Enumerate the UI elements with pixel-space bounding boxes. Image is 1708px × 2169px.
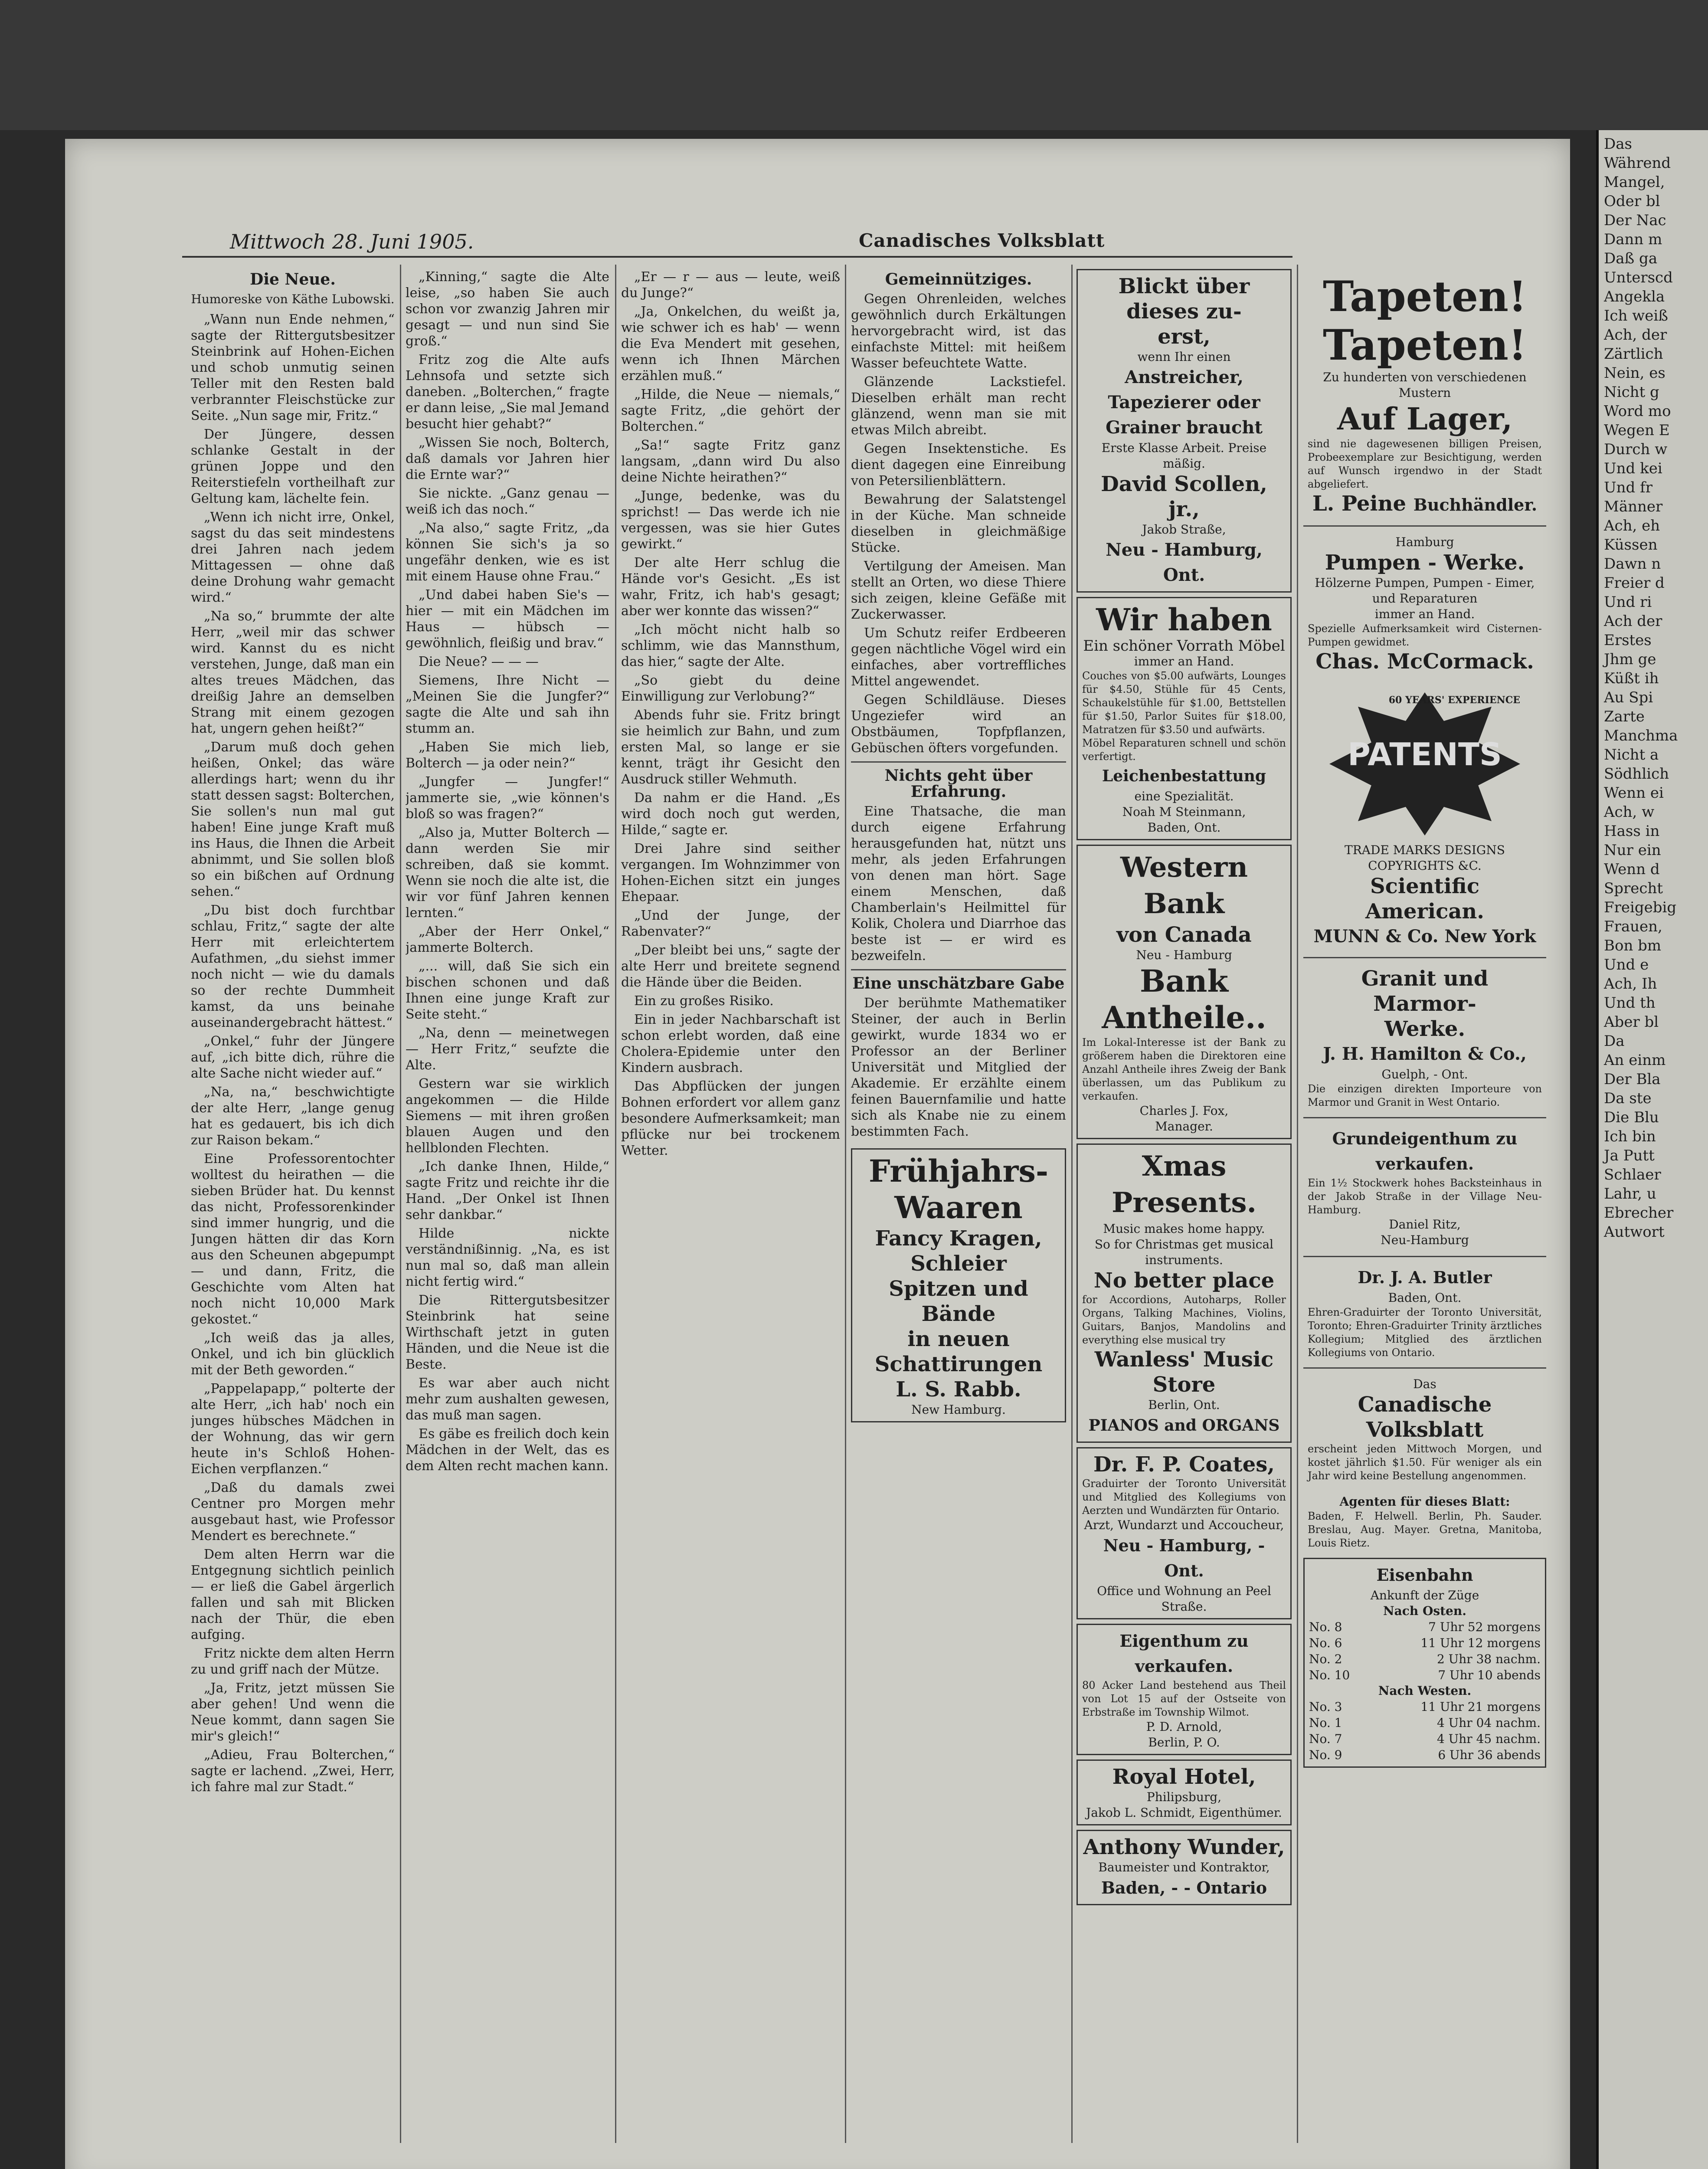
story-paragraph: „Adieu, Frau Bolterchen,“ sagte er lachend. „Zwei, Herr, ich fahre mal zur Stadt.“ <box>191 1747 395 1795</box>
story-paragraph: „Hilde, die Neue — niemals,“ sagte Fritz, „die gehört der Bolterchen.“ <box>621 387 840 434</box>
train-number: No. 1 <box>1309 1716 1342 1730</box>
story-paragraph: Abends fuhr sie. Fritz bringt sie heimlich zur Bahn, und zum ersten Mal, so lange er sie kennt, trägt ihr Gesicht den Ausdruck stiller Wehmuth. <box>621 708 840 787</box>
bank-ad-town: Neu - Hamburg <box>1136 948 1232 962</box>
adjacent-page-line: Ach, eh <box>1604 517 1660 534</box>
adjacent-page-line: Freigebig <box>1604 899 1677 916</box>
story-paragraph: Fritz zog die Alte aufs Lehnsofa und setzte sich daneben. „Bolterchen,“ fragte er dann leise, „Sie mal Jemand besucht hier gehabt?“ <box>406 352 609 432</box>
section-heading-gabe: Eine unschätzbare Gabe <box>852 974 1065 993</box>
property-ad-name: P. D. Arnold, <box>1146 1720 1222 1734</box>
adjacent-page-line: Ich weiß <box>1604 307 1668 324</box>
patents-paper: Scientific American. <box>1365 874 1485 924</box>
adjacent-page-line: Schlaer <box>1604 1166 1661 1183</box>
adjacent-page-line: Mangel, <box>1604 174 1665 191</box>
granite-ad-text: Die einzigen direkten Importeure von Marmor und Granit in West Ontario. <box>1308 1083 1542 1108</box>
story-body-end <box>621 269 840 1159</box>
column-rule <box>1071 265 1073 2143</box>
adjacent-page-line: Und e <box>1604 956 1649 973</box>
header-rule <box>182 256 1292 258</box>
spring-ad-town: New Hamburg. <box>911 1402 1006 1417</box>
train-row <box>1309 1731 1541 1747</box>
patents-ad <box>1303 682 1546 953</box>
hotel-ad-town: Philipsburg, <box>1146 1790 1222 1804</box>
story-paragraph: Hilde nickte verständnißinnig. „Na, es ist nun mal so, daß man allein nicht fertig wird.“ <box>406 1226 609 1289</box>
wallpaper-ad <box>1303 269 1546 521</box>
train-number: No. 9 <box>1309 1748 1342 1762</box>
granite-ad-title: Granit und Marmor- <box>1361 967 1489 1016</box>
adjacent-page-line: Södhlich <box>1604 765 1669 783</box>
train-row <box>1309 1635 1541 1651</box>
painter-ad-name: David Scollen, jr., <box>1101 472 1267 521</box>
adjacent-page-line: Manchma <box>1604 727 1678 744</box>
adjacent-page-line: Wenn ei <box>1604 784 1664 802</box>
adjacent-page-line: Küssen <box>1604 536 1658 554</box>
doctor-butler-town: Baden, Ont. <box>1388 1291 1462 1305</box>
story-title: Die Neue. <box>250 270 336 288</box>
wallpaper-ad-text: Zu hunderten von verschiedenen Mustern <box>1323 370 1527 400</box>
doctor-coates-text: Graduirter der Toronto Universität und Mitglied des Kollegiums von Aerzten und Wundärzten für Ontario. <box>1082 1478 1286 1517</box>
wallpaper-ad-title1: Tapeten! <box>1322 272 1527 321</box>
patents-experience: 60 YEARS' EXPERIENCE <box>1388 695 1520 706</box>
story-paragraph: „So giebt du deine Einwilligung zur Verlobung?“ <box>621 673 840 704</box>
story-paragraph: Ein in jeder Nachbarschaft ist schon erlebt worden, daß eine Cholera-Epidemie unter den Kindern ausbrach. <box>621 1012 840 1075</box>
wallpaper-ad-title2: Tapeten! <box>1322 321 1527 370</box>
adjacent-page-line: Erstes <box>1604 632 1652 649</box>
miscellany-paragraph: Bewahrung der Salatstengel in der Küche. Man schneide dieselben in gleichmäßige Stücke. <box>851 492 1066 555</box>
spring-ad-line4: Spitzen und Bände <box>889 1277 1028 1326</box>
story-paragraph: „Ja, Fritz, jetzt müssen Sie aber gehen! Und wenn die Neue kommt, dann sagen Sie mir's gleich!“ <box>191 1681 395 1744</box>
furniture-ad-repair: Möbel Reparaturen schnell und schön verfertigt. <box>1082 737 1286 763</box>
story-paragraph: Gestern war sie wirklich angekommen — die Hilde Siemens — mit ihren großen blauen Augen und den hellblonden Flechten. <box>406 1076 609 1156</box>
agents-title: Agenten für dieses Blatt: <box>1339 1494 1510 1509</box>
adjacent-page-line: Und fr <box>1604 479 1652 496</box>
spring-ad-line1: Frühjahrs- <box>868 1153 1049 1189</box>
xmas-ad <box>1076 1143 1292 1443</box>
section-heading-gemeinnuetziges: Gemeinnütziges. <box>885 270 1032 288</box>
section-rule <box>851 761 1066 763</box>
story-paragraph: „Aber der Herr Onkel,“ jammerte Bolterch. <box>406 924 609 955</box>
xmas-ad-title2: No better place <box>1093 1268 1275 1293</box>
train-row <box>1309 1651 1541 1667</box>
adjacent-page-line: An einm <box>1604 1052 1666 1069</box>
column-4-miscellany <box>851 269 1066 2143</box>
adjacent-page-line: Unterscd <box>1604 269 1673 286</box>
story-paragraph: „Daß du damals zwei Centner pro Morgen mehr ausgebaut hast, wie Professor Mendert es berechnete.“ <box>191 1480 395 1543</box>
adjacent-page-line: Das <box>1604 135 1632 153</box>
adjacent-page-line: Aber bl <box>1604 1013 1659 1031</box>
adjacent-page-line: Nein, es <box>1604 364 1665 382</box>
story-paragraph: „Du bist doch furchtbar schlau, Fritz,“ sagte der alte Herr mit erleichtertem Aufathmen, „du siehst immer noch nicht — wie du damals so der rechte Dummheit kamst, da uns beinahe auseinandergebracht hättest.“ <box>191 903 395 1030</box>
story-paragraph: „Der bleibt bei uns,“ sagte der alte Herr und breitete segnend die Hände über die Beiden. <box>621 943 840 990</box>
furniture-ad-sub: Ein schöner Vorrath Möbel <box>1083 637 1285 655</box>
story-paragraph: Die Rittergutsbesitzer Steinbrink hat seine Wirthschaft jetzt in guten Händen, und die Neue ist die Beste. <box>406 1293 609 1372</box>
newspaper-ad-pre: Das <box>1413 1377 1436 1391</box>
railway-timetable <box>1303 1558 1546 1768</box>
adjacent-page-line: Jhm ge <box>1604 651 1656 668</box>
xmas-ad-store: Wanless' Music Store <box>1094 1347 1274 1397</box>
train-number: No. 3 <box>1309 1700 1342 1714</box>
adjacent-page-line: Der Bla <box>1604 1071 1661 1088</box>
story-paragraph: „Na also,“ sagte Fritz, „da können Sie sich's ja so ungefähr denken, wie es ist mit einem Hause ohne Frau.“ <box>406 521 609 584</box>
story-paragraph: „Er — r — aus — leute, weiß du Junge?“ <box>621 269 840 301</box>
furniture-ad <box>1076 597 1292 840</box>
adjacent-page-line: Oder bl <box>1604 193 1660 210</box>
train-time: 6 Uhr 36 abends <box>1438 1748 1541 1762</box>
column-rule <box>400 265 401 2143</box>
gabe-text: Der berühmte Mathematiker Steiner, der auch in Berlin gewirkt, wurde 1834 wo er Professor an der Berliner Universität und Mitglied der Akademie. Er erzählte einem feinen Bauernfamilie und hatte sich als Knabe nie zu einem bestimmten Fach. <box>851 996 1066 1139</box>
story-paragraph: „Wenn ich nicht irre, Onkel, sagst du das seit mindestens drei Jahren nach jedem Mittagessen — ohne daß deine Drohung wahr gemacht wird.“ <box>191 510 395 605</box>
story-paragraph: „Onkel,“ fuhr der Jüngere auf, „ich bitte dich, rühre die alte Sache nicht wieder auf.“ <box>191 1034 395 1081</box>
story-paragraph: Fritz nickte dem alten Herrn zu und griff nach der Mütze. <box>191 1646 395 1677</box>
adjacent-page-line: Ebrecher <box>1604 1204 1674 1222</box>
story-paragraph: „Also ja, Mutter Bolterch — dann werden Sie mir schreiben, daß sie kommt. Wenn sie noch die alte ist, die wir vor fünf Jahren kennen lernten.“ <box>406 825 609 921</box>
story-paragraph: Der alte Herr schlug die Hände vor's Gesicht. „Es ist wahr, Fritz, ich hab's gesagt; aber wer konnte das wissen?“ <box>621 555 840 619</box>
story-paragraph: „Darum muß doch gehen heißen, Onkel; das wäre allerdings hart; wenn du ihr statt dessen sagst: Bolterchen, Sie sollen's nun mal gut haben! Eine junge Kraft muß ins Haus, die Ihnen die Arbeit abnimmt, und Sie sollen bloß so ein bißchen auf Ordnung sehen.“ <box>191 740 395 899</box>
train-time: 4 Uhr 04 nachm. <box>1436 1716 1541 1730</box>
adjacent-page-line: Daß ga <box>1604 250 1658 267</box>
granite-ad <box>1303 963 1546 1113</box>
furniture-ad-funeral: Leichenbestattung <box>1102 767 1266 785</box>
column-3-story <box>621 269 840 2143</box>
builder-ad <box>1076 1830 1292 1905</box>
doctor-coates-name: Dr. F. P. Coates, <box>1093 1452 1275 1477</box>
train-number: No. 2 <box>1309 1652 1342 1666</box>
adjacent-page-line: Bon bm <box>1604 937 1662 954</box>
doctor-butler-name: Dr. J. A. Butler <box>1358 1268 1492 1287</box>
train-number: No. 10 <box>1309 1668 1350 1682</box>
agents-box <box>1303 1491 1546 1553</box>
story-paragraph: „Ich danke Ihnen, Hilde,“ sagte Fritz und reichte ihr die Hand. „Der Onkel ist Ihnen sehr dankbar.“ <box>406 1159 609 1222</box>
story-paragraph: „Jungfer — Jungfer!“ jammerte sie, „wie können's bloß so was fragen?“ <box>406 774 609 822</box>
wallpaper-ad-name: L. Peine Buchhändler. <box>1312 491 1538 516</box>
hotel-ad <box>1076 1759 1292 1825</box>
bank-ad-text: Im Lokal-Interesse ist der Bank zu größerem haben die Direktoren eine Anzahl Antheile ihres Zweig der Bank überlassen, um das Publikum zu verkaufen. <box>1082 1036 1286 1102</box>
adjacent-page-line: Und kei <box>1604 460 1662 477</box>
property-ad-title: Eigenthum zu verkaufen. <box>1119 1631 1249 1676</box>
story-body <box>191 311 395 1795</box>
furniture-ad-sub2: immer an Hand. <box>1134 654 1234 668</box>
adjacent-page-line: Word mo <box>1604 403 1671 420</box>
builder-ad-name: Anthony Wunder, <box>1083 1835 1285 1859</box>
adjacent-page-line: Dann m <box>1604 231 1662 248</box>
story-body-continued <box>406 269 609 1474</box>
story-paragraph: „Pappelapapp,“ polterte der alte Herr, „ich hab' noch ein junges hübsches Mädchen in der Wohnung, das wir gern heute in's Schloß Hohen-Eichen verpflanzen.“ <box>191 1381 395 1477</box>
adjacent-page-line: Ach, w <box>1604 803 1655 821</box>
adjacent-page-fragment <box>1596 130 1708 2169</box>
scan-background-top <box>0 0 1708 130</box>
bank-ad-big2: Antheile.. <box>1102 999 1266 1035</box>
bank-ad <box>1076 845 1292 1139</box>
painter-ad-l6: Erste Klasse Arbeit. Preise mäßig. <box>1101 441 1267 471</box>
ad-rule <box>1303 1117 1546 1118</box>
painter-ad-street: Jakob Straße, <box>1142 522 1226 537</box>
newspaper-ad-title: Canadische Volksblatt <box>1358 1392 1492 1442</box>
adjacent-page-line: Küßt ih <box>1604 670 1659 687</box>
bank-ad-role: Manager. <box>1155 1119 1213 1134</box>
story-paragraph: Eine Professorentochter wolltest du heirathen — die sieben Brüder hat. Du kennst das nicht, Professorenkinder sind immer hungrig, und die Jungen hätten dir das Korn aus den Scheunen abgepumpt — und dann, Fritz, die Geschichte vom Alten hat noch nicht 10,000 Mark gekostet.“ <box>191 1151 395 1327</box>
spring-ad-merchant: L. S. Rabb. <box>896 1377 1021 1402</box>
pumps-ad-title: Pumpen - Werke. <box>1325 550 1525 575</box>
adjacent-page-line: Au Spi <box>1604 689 1653 706</box>
train-row <box>1309 1747 1541 1763</box>
story-paragraph: Die Neue? — — — <box>419 654 539 669</box>
spring-ad-line2: Waaren <box>894 1189 1023 1225</box>
ad-rule <box>1303 1367 1546 1369</box>
erfahrung-text: Eine Thatsache, die man durch eigene Erfahrung herausgefunden hat, nützt uns mehr, als jeden Erfahrungen von denen man hört. Sage einem Menschen, daß Chamberlain's Heilmittel für Kolik, Cholera und Diarrhoe das beste ist — er wird es bezweifeln. <box>851 804 1066 963</box>
hotel-ad-title: Royal Hotel, <box>1112 1765 1256 1789</box>
doctor-coates-role: Arzt, Wundarzt und Accoucheur, <box>1084 1518 1284 1532</box>
train-time: 2 Uhr 38 nachm. <box>1436 1652 1541 1666</box>
column-rule <box>845 265 846 2143</box>
doctor-coates-hours: Office und Wohnung an Peel Straße. <box>1097 1584 1271 1614</box>
story-paragraph: „Wann nun Ende nehmen,“ sagte der Rittergutsbesitzer Steinbrink auf Hohen-Eichen und schob unmutig seinen Teller mit den Resten bald verbrannter Fleischstücke zur Seite. „Nun sage mir, Fritz.“ <box>191 312 395 423</box>
furniture-ad-text: Couches von $5.00 aufwärts, Lounges für $4.50, Stühle für 45 Cents, Schaukelstühle für $1.00, Bettstellen für $1.50, Parlor Suites für $18.00, Matratzen für $3.50 und aufwärts. <box>1082 670 1286 736</box>
miscellany-paragraph: Gegen Schildläuse. Dieses Ungeziefer wird an Obstbäumen, Topfpflanzen, Gebüschen öfters vorgefunden. <box>851 692 1066 756</box>
story-paragraph: „Kinning,“ sagte die Alte leise, „so haben Sie auch schon vor zwanzig Jahren mir gesagt — und nun sind Sie groß.“ <box>406 269 609 349</box>
adjacent-page-line: Durch w <box>1604 441 1668 458</box>
railway-west-rows <box>1309 1699 1541 1763</box>
train-number: No. 7 <box>1309 1732 1342 1746</box>
ad-rule <box>1303 525 1546 527</box>
story-paragraph: „Na, na,“ beschwichtigte der alte Herr, „lange genug hat es gedauert, bis ich dich zur Raison bekam.“ <box>191 1084 395 1148</box>
adjacent-page-line: Nicht a <box>1604 746 1659 763</box>
granite-ad-town: Guelph, - Ont. <box>1381 1067 1468 1081</box>
ad-rule <box>1303 957 1546 958</box>
land-ad-title: Grundeigenthum zu verkaufen. <box>1332 1129 1518 1173</box>
wallpaper-ad-text2: sind nie dagewesenen billigen Preisen, Probeexemplare zur Besichtigung, werden auf Wunsch irgendwo in der Stadt abgeliefert. <box>1308 438 1542 490</box>
pumps-ad-text: Spezielle Aufmerksamkeit wird Cisternen-Pumpen gewidmet. <box>1308 623 1542 648</box>
xmas-ad-sub2: So for Christmas get musical instruments. <box>1094 1237 1274 1267</box>
miscellany-paragraph: Gegen Insektenstiche. Es dient dagegen eine Einreibung von Petersilienblättern. <box>851 441 1066 488</box>
train-time: 11 Uhr 21 morgens <box>1420 1700 1541 1714</box>
land-ad-town: Neu-Hamburg <box>1381 1233 1469 1247</box>
adjacent-page-line: Lahr, u <box>1604 1185 1656 1202</box>
story-paragraph: Ein zu großes Risiko. <box>634 993 774 1009</box>
railway-east-heading: Nach Osten. <box>1383 1604 1466 1618</box>
adjacent-page-line: Die Blu <box>1604 1109 1659 1126</box>
story-paragraph: Siemens, Ihre Nicht — „Meinen Sie die Jungfer?“ sagte die Alte und sah ihn stumm an. <box>406 673 609 736</box>
section-rule <box>851 969 1066 970</box>
story-subtitle: Humoreske von Käthe Lubowski. <box>191 292 395 306</box>
story-paragraph: Sie nickte. „Ganz genau — weiß ich das noch.“ <box>406 486 609 517</box>
story-paragraph: Das Abpflücken der jungen Bohnen erfordert vor allem ganz besondere Aufmerksamkeit; man pflücke nur bei trockenem Wetter. <box>621 1079 840 1158</box>
adjacent-page-line: Wegen E <box>1604 422 1670 439</box>
patents-marks: TRADE MARKS DESIGNS COPYRIGHTS &C. <box>1345 843 1505 873</box>
adjacent-page-line: Ach der <box>1604 613 1662 630</box>
column-5-ads <box>1076 269 1292 2143</box>
doctor-butler-text: Ehren-Graduirter der Toronto Universität, Toronto; Ehren-Graduirter Trinity ärztliches Kollegium; Mitglied des ärztlichen Kollegiums von Ontario. <box>1308 1306 1542 1359</box>
story-paragraph: „Haben Sie mich lieb, Bolterch — ja oder nein?“ <box>406 740 609 771</box>
spring-ad-line3: Fancy Kragen, Schleier <box>875 1226 1042 1276</box>
bank-ad-title: Western Bank <box>1120 851 1248 920</box>
agents-list: Baden, F. Helwell. Berlin, Ph. Sauder. Breslau, Aug. Mayer. Gretna, Manitoba, Louis Rietz. <box>1308 1510 1542 1549</box>
story-paragraph: „Ich möcht nicht halb so schlimm, wie das Mannsthum, das hier,“ sagte der Alte. <box>621 622 840 669</box>
property-ad <box>1076 1624 1292 1755</box>
train-number: No. 6 <box>1309 1636 1342 1650</box>
story-paragraph: „Und dabei haben Sie's — hier — mit ein Mädchen im Haus — hübsch — gewöhnlich, fleißig und brav.“ <box>406 587 609 651</box>
adjacent-page-line: Ach, der <box>1604 326 1667 344</box>
story-paragraph: Da nahm er die Hand. „Es wird doch noch gut werden, Hilde,“ sagte er. <box>621 790 840 838</box>
adjacent-page-text <box>1599 130 1708 1242</box>
pumps-ad-town: Hamburg <box>1395 535 1454 549</box>
section-heading-erfahrung: Nichts geht über Erfahrung. <box>884 767 1033 801</box>
adjacent-page-line: Wenn d <box>1604 861 1660 878</box>
train-row <box>1309 1715 1541 1731</box>
bank-ad-sub: von Canada <box>1116 923 1252 947</box>
property-ad-text: 80 Acker Land bestehend aus Theil von Lot 15 auf der Ostseite von Erbstraße im Township Wilmot. <box>1082 1679 1286 1718</box>
property-ad-town: Berlin, P. O. <box>1148 1735 1220 1750</box>
furniture-ad-name: Noah M Steinmann, <box>1122 805 1246 819</box>
patents-word: PATENTS <box>1348 736 1502 773</box>
adjacent-page-line: Männer <box>1604 498 1663 515</box>
adjacent-page-line: Hass in <box>1604 822 1660 840</box>
newspaper-ad-text: erscheint jeden Mittwoch Morgen, und kostet jährlich $1.50. Für weniger als ein Jahr wird keine Bestellung angenommen. <box>1308 1443 1542 1482</box>
miscellany-paragraph: Um Schutz reifer Erdbeeren gegen nächtliche Vögel wird ein einfaches, aber vortreffliches Mittel angewendet. <box>851 626 1066 689</box>
doctor-coates-ad <box>1076 1447 1292 1619</box>
furniture-ad-title: Wir haben <box>1096 602 1272 638</box>
adjacent-page-line: Sprecht <box>1604 880 1663 897</box>
column-1-story <box>191 269 395 2143</box>
story-paragraph: „Wissen Sie noch, Bolterch, daß damals vor Jahren hier die Ernte war?“ <box>406 435 609 482</box>
bank-ad-name: Charles J. Fox, <box>1139 1104 1229 1118</box>
painter-ad-l2: erst, <box>1158 324 1211 349</box>
story-paragraph: Es war aber auch nicht mehr zum aushalten gewesen, das muß man sagen. <box>406 1376 609 1423</box>
xmas-ad-text: for Accordions, Autoharps, Roller Organs, Talking Machines, Violins, Guitars, Banjos, Mandolins and everything else musical try <box>1082 1294 1286 1346</box>
pumps-ad <box>1303 531 1546 678</box>
story-paragraph: „Und der Junge, der Rabenvater?“ <box>621 908 840 939</box>
story-paragraph: Es gäbe es freilich doch kein Mädchen in der Welt, das es dem Alten recht machen kann. <box>406 1426 609 1474</box>
masthead: Canadisches Volksblatt <box>859 230 1105 251</box>
adjacent-page-line: Frauen, <box>1604 918 1662 935</box>
furniture-ad-funeral2: eine Spezialität. <box>1134 789 1234 803</box>
adjacent-page-line: Und ri <box>1604 593 1652 611</box>
adjacent-page-line: Während <box>1604 154 1671 172</box>
adjacent-page-line: Und th <box>1604 994 1656 1012</box>
adjacent-page-line: Ach, Ih <box>1604 975 1657 993</box>
adjacent-page-line: Zärtlich <box>1604 345 1663 363</box>
adjacent-page-line: Der Nac <box>1604 212 1666 229</box>
granite-ad-title2: Werke. <box>1384 1017 1466 1041</box>
train-time: 11 Uhr 12 morgens <box>1420 1636 1541 1650</box>
railway-title: Eisenbahn <box>1376 1565 1473 1585</box>
story-paragraph: „Na, denn — meinetwegen — Herr Fritz,“ seufzte die Alte. <box>406 1026 609 1073</box>
painter-ad-l1: Blickt über dieses zu- <box>1118 274 1250 324</box>
story-paragraph: „Na so,“ brummte der alte Herr, „weil mir das schwer wird. Kannst du es nicht verstehen, Junge, daß man ein altes treues Mädchen, das dreißig Jahre an demselben Strang mit einem gezogen hat, ungern gehen heißt?“ <box>191 609 395 736</box>
pumps-ad-name: Chas. McCormack. <box>1315 649 1534 674</box>
furniture-ad-town: Baden, Ont. <box>1147 820 1221 835</box>
builder-ad-role: Baumeister und Kontraktor, <box>1098 1860 1270 1874</box>
painter-ad-town: Neu - Hamburg, Ont. <box>1106 540 1263 585</box>
railway-east-rows <box>1309 1619 1541 1683</box>
pumps-ad-sub: immer an Hand. <box>1374 607 1475 621</box>
adjacent-page-line: Autwort <box>1604 1223 1665 1241</box>
adjacent-page-line: Da <box>1604 1032 1625 1050</box>
column-rule <box>615 265 616 2143</box>
railway-west-heading: Nach Westen. <box>1378 1684 1472 1698</box>
land-ad-name: Daniel Ritz, <box>1389 1217 1461 1232</box>
adjacent-page-line: Ich bin <box>1604 1128 1656 1145</box>
train-row <box>1309 1619 1541 1635</box>
train-time: 7 Uhr 10 abends <box>1438 1668 1541 1682</box>
xmas-ad-title: Xmas Presents. <box>1112 1150 1256 1219</box>
painter-ad-l5: Grainer braucht <box>1106 417 1263 438</box>
painter-ad-l4: Anstreicher, Tapezierer oder <box>1108 367 1260 413</box>
train-time: 7 Uhr 52 morgens <box>1428 1620 1541 1634</box>
xmas-ad-sub: Music makes home happy. <box>1103 1222 1265 1236</box>
train-time: 4 Uhr 45 nachm. <box>1436 1732 1541 1746</box>
painter-ad-l3: wenn Ihr einen <box>1137 350 1231 364</box>
column-6-ads <box>1303 269 1546 2143</box>
story-paragraph: „Ich weiß das ja alles, Onkel, und ich bin glücklich mit der Beth geworden.“ <box>191 1330 395 1378</box>
hotel-ad-owner: Jakob L. Schmidt, Eigenthümer. <box>1086 1805 1282 1820</box>
adjacent-page-line: Ja Putt <box>1604 1147 1655 1164</box>
story-paragraph: „Ja, Onkelchen, du weißt ja, wie schwer ich es hab' — wenn die Eva Mendert mit gesehen, wenn ich Ihnen Märchen erzählen muß.“ <box>621 304 840 383</box>
land-ad-text: Ein 1½ Stockwerk hohes Backsteinhaus in der Jakob Straße in der Village Neu-Hamburg. <box>1308 1177 1542 1216</box>
railway-sub: Ankunft der Züge <box>1370 1588 1479 1602</box>
spring-ad-line5: in neuen Schattirungen <box>874 1327 1043 1376</box>
bank-ad-big: Bank <box>1140 963 1228 999</box>
miscellany-body <box>851 291 1066 756</box>
adjacent-page-line: Nur ein <box>1604 842 1661 859</box>
story-paragraph: Drei Jahre sind seither vergangen. Im Wohnzimmer von Hohen-Eichen sitzt ein junges Ehepaar. <box>621 841 840 904</box>
story-paragraph: Dem alten Herrn war die Entgegnung sichtlich peinlich — er ließ die Gabel ärgerlich fallen und sah mit Blicken nach der Thür, die eben aufging. <box>191 1547 395 1642</box>
adjacent-page-line: Dawn n <box>1604 555 1661 573</box>
story-paragraph: „Junge, bedenke, was du sprichst! — Das werde ich nie vergessen, was sie hier Gutes gewirkt.“ <box>621 488 840 552</box>
train-row <box>1309 1699 1541 1715</box>
story-paragraph: „Sa!“ sagte Fritz ganz langsam, „dann wird Du also deine Nichte heirathen?“ <box>621 438 840 485</box>
story-paragraph: „... will, daß Sie sich ein bischen schonen und daß Ihnen eine junge Kraft zur Seite steht.“ <box>406 959 609 1022</box>
adjacent-page-line: Zarte <box>1604 708 1645 725</box>
issue-date: Mittwoch 28. Juni 1905. <box>230 230 474 253</box>
miscellany-paragraph: Glänzende Lackstiefel. Dieselben erhält man recht glänzend, wenn man sie mit etwas Milch abreibt. <box>851 374 1066 438</box>
adjacent-page-line: Nicht g <box>1604 383 1659 401</box>
column-rule <box>1297 265 1298 2143</box>
miscellany-paragraph: Vertilgung der Ameisen. Man stellt an Orten, wo diese Thiere sich zeigen, kleine Gefäße mit Zuckerwasser. <box>851 559 1066 622</box>
xmas-ad-town: Berlin, Ont. <box>1148 1398 1220 1412</box>
adjacent-page-line: Da ste <box>1604 1090 1652 1107</box>
newspaper-ad <box>1303 1373 1546 1486</box>
adjacent-page-line: Freier d <box>1604 574 1665 592</box>
train-number: No. 8 <box>1309 1620 1342 1634</box>
doctor-coates-town: Neu - Hamburg, - Ont. <box>1103 1536 1265 1580</box>
story-paragraph: Der Jüngere, dessen schlanke Gestalt in der grünen Joppe und den Reiterstiefeln vortheilhaft zur Geltung kam, lächelte fein. <box>191 427 395 506</box>
painter-ad <box>1076 269 1292 593</box>
doctor-butler-ad <box>1303 1261 1546 1363</box>
pumps-ad-items: Hölzerne Pumpen, Pumpen - Eimer, und Reparaturen <box>1315 576 1535 606</box>
xmas-ad-goods: PIANOS and ORGANS <box>1088 1416 1280 1435</box>
land-ad <box>1303 1123 1546 1252</box>
wallpaper-ad-big: Auf Lager, <box>1337 401 1512 437</box>
granite-ad-name: J. H. Hamilton & Co., <box>1323 1044 1527 1064</box>
column-2-story <box>406 269 609 2143</box>
patents-firm: MUNN & Co. New York <box>1313 926 1536 947</box>
train-row <box>1309 1667 1541 1683</box>
ad-rule <box>1303 1256 1546 1257</box>
builder-ad-town: Baden, - - Ontario <box>1101 1878 1267 1897</box>
miscellany-paragraph: Gegen Ohrenleiden, welches gewöhnlich durch Erkältungen hervorgebracht wird, ist das einfachste Mittel: mit heißem Wasser befeuchtete Watte. <box>851 292 1066 371</box>
spring-goods-ad <box>851 1148 1066 1422</box>
adjacent-page-line: Angekla <box>1604 288 1665 305</box>
patents-star-logo <box>1329 692 1520 835</box>
